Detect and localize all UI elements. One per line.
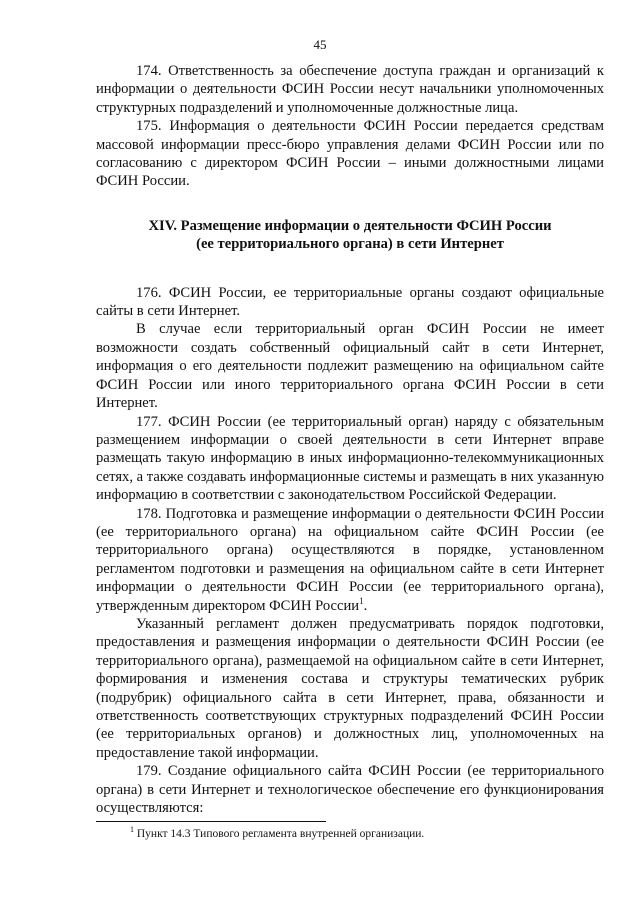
section-heading-line-2: (ее территориального органа) в сети Интернет <box>196 236 504 253</box>
footnote-divider <box>96 821 326 822</box>
paragraph-174: 174. Ответственность за обеспечение доступа граждан и организаций к информации о деятельности ФСИН России несут начальники уполномоченных структурных подразделений и уполномоченные должностные лица. <box>96 63 604 116</box>
footnote-marker: 1 <box>130 825 134 835</box>
paragraph-179: 179. Создание официального сайта ФСИН России (ее территориального органа) в сети Интернет и технологическое обеспечение его функционирования осуществляются: <box>96 763 604 817</box>
document-body <box>96 62 604 817</box>
footnote-text: Пункт 14.3 Типового регламента внутренней организации. <box>134 828 425 840</box>
section-heading-line-1: XIV. Размещение информации о деятельности ФСИН России <box>148 217 552 234</box>
paragraph-176: 176. ФСИН России, ее территориальные органы создают официальные сайты в сети Интернет. <box>96 284 604 320</box>
paragraph-178-tail: . <box>363 597 368 614</box>
paragraph-176-continued: В случае если территориальный орган ФСИН России не имеет возможности создать собственный официальный сайт в сети Интернет, информация о его деятельности подлежит размещению на официальном сайте ФСИН России или иного территориального органа ФСИН России в сети Интернет. <box>96 321 604 412</box>
section-heading <box>96 217 604 254</box>
footnote-reference[interactable]: 1 <box>359 595 364 606</box>
paragraph-178-text: 178. Подготовка и размещение информации о деятельности ФСИН России (ее территориального органа) на официальном сайте ФСИН России (ее территориального органа) осуществляются в порядке, установленном регламентом подготовки и размещения на официальном сайте в сети Интернет информации о деятельности ФСИН России (ее территориального органа), утвержденным директором ФСИН России <box>96 505 604 614</box>
page-number: 45 <box>313 37 327 52</box>
paragraph-178-regulation: Указанный регламент должен предусматривать порядок подготовки, предоставления и размещения информации о деятельности ФСИН России (ее территориального органа), размещаемой на официальном сайте в сети Интернет, формирования и изменения состава и структуры тематических рубрик (подрубрик) официального сайта в сети Интернет, права, обязанности и ответственность соответствующих структурных подразделений ФСИН России (ее территориальных органов) и должностных лиц, уполномоченных на предоставление такой информации. <box>96 615 604 761</box>
paragraph-177: 177. ФСИН России (ее территориальный орган) наряду с обязательным размещением информации о своей деятельности в сети Интернет вправе размещать такую информацию в иных информационно-телекоммуникационных сетях, а также создавать информационные системы и размещать в них указанную информацию в соответствии с законодательством Российской Федерации. <box>96 413 604 504</box>
footnote <box>130 827 424 841</box>
paragraph-178 <box>96 505 604 615</box>
paragraph-175: 175. Информация о деятельности ФСИН России передается средствам массовой информации пресс-бюро управления делами ФСИН России или по согласованию с директором ФСИН России – иными должностными лицами ФСИН России. <box>96 118 604 190</box>
